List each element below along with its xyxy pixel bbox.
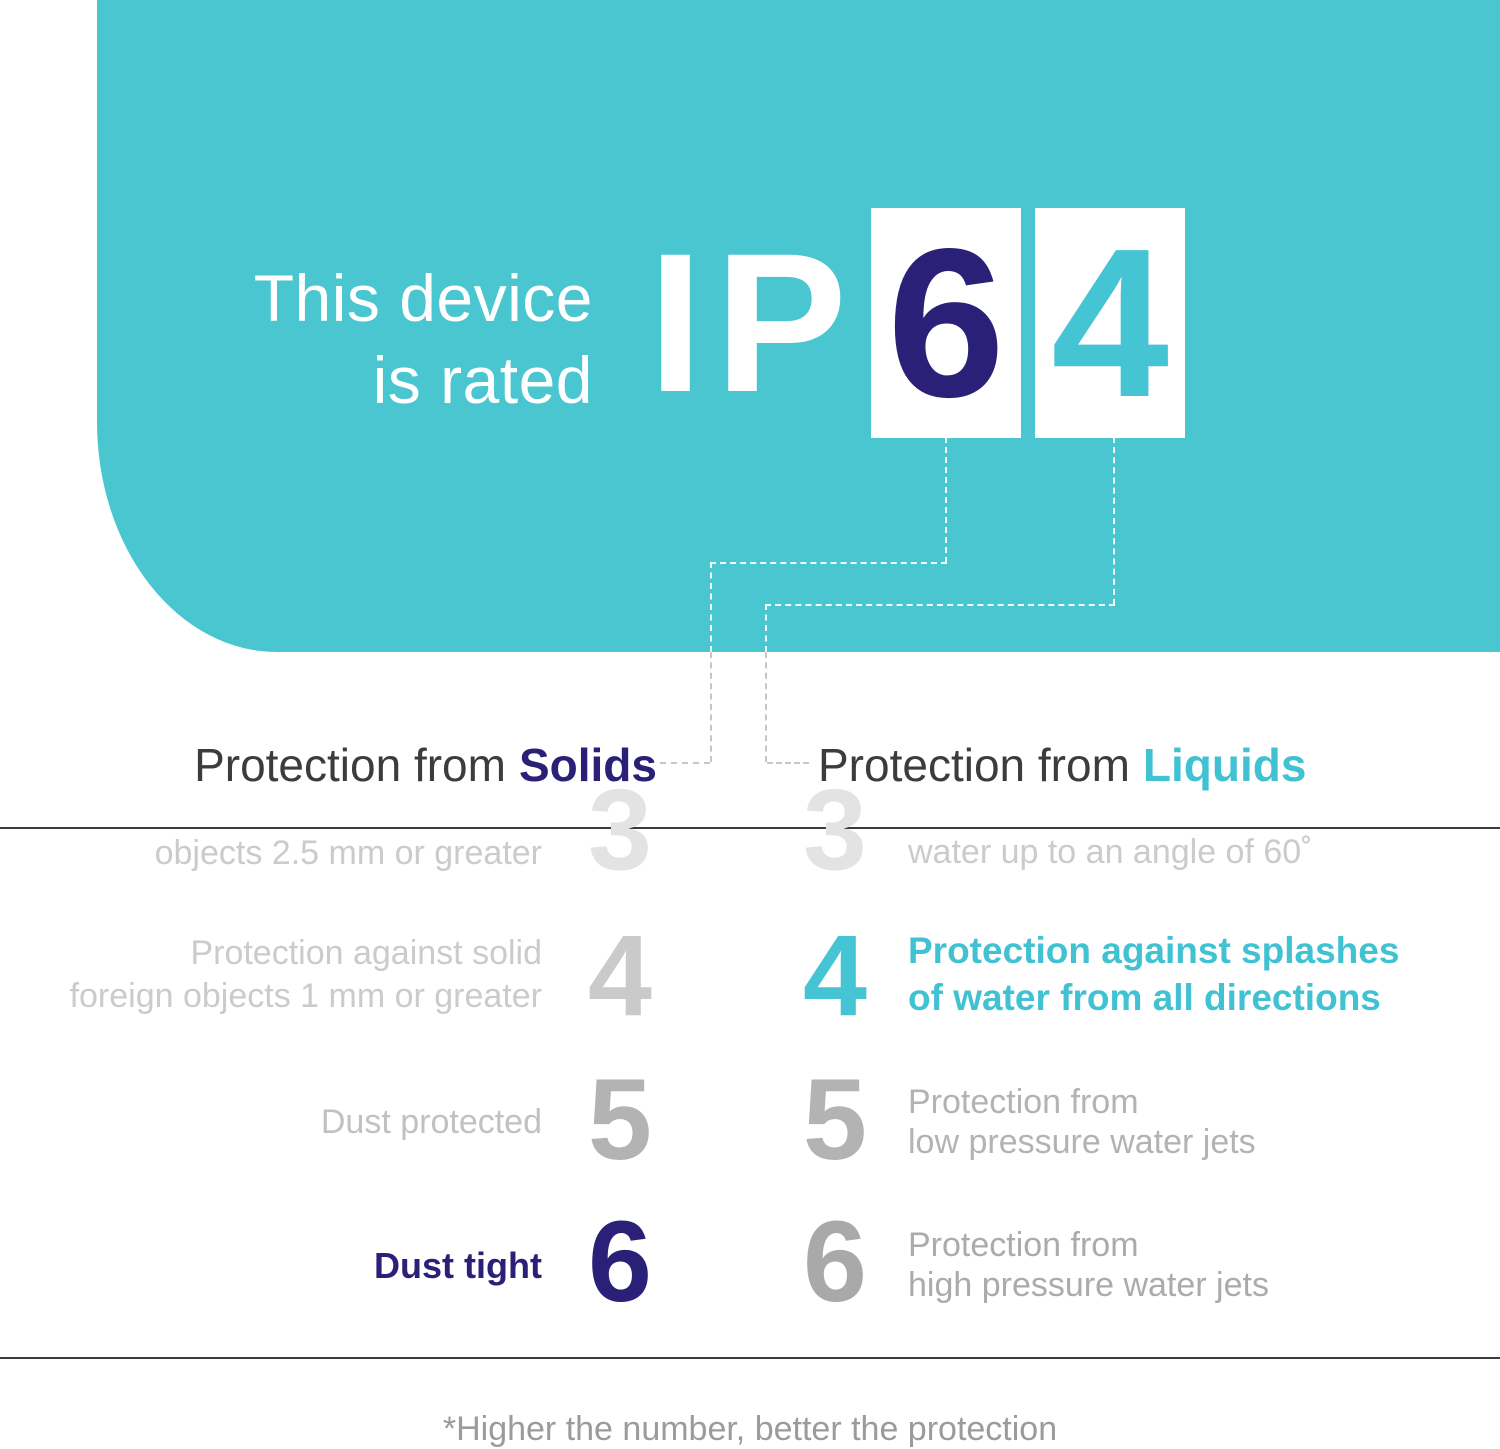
rating3-solids-number-clipped: 3: [588, 766, 652, 894]
liquids-digit-box: [1035, 204, 1185, 441]
connector-liquids-drop2-white: [765, 652, 767, 762]
ip-prefix-label: IP: [648, 212, 860, 433]
rating5-solids-description: Dust protected: [320, 1103, 542, 1141]
connector-solids-drop2-white: [710, 652, 712, 762]
solids-digit-box: [871, 204, 1021, 441]
rating6-liquids-number: 6: [803, 1198, 867, 1326]
tagline-line1: This device: [253, 261, 593, 335]
rating4-liquids-description: Protection against splashes of water from all directions: [908, 930, 1400, 1018]
solids-digit: 6: [887, 204, 1006, 441]
hero-tagline: [254, 257, 593, 421]
rating3-liquids-description: water up to an angle of 60˚: [908, 833, 1313, 871]
rating6-solids-description: Dust tight: [374, 1245, 542, 1286]
rating6-solids-number: 6: [588, 1198, 652, 1326]
rating5-liquids-description: Protection from low pressure water jets: [908, 1083, 1256, 1161]
table-top-divider: [0, 827, 1500, 829]
connector-solids-tail: [660, 762, 710, 764]
rating5-solids-number: 5: [588, 1056, 652, 1184]
solids-title-prefix: Protection from: [194, 739, 506, 791]
solids-title-emphasis: Solids: [518, 739, 657, 791]
rating5-liquids-number: 5: [803, 1056, 867, 1184]
liquids-title-prefix: Protection from: [818, 739, 1130, 791]
rating4-solids-description: Protection against solid foreign objects 1 mm or greater: [69, 934, 542, 1015]
rating4-solids-number: 4: [588, 912, 652, 1040]
tagline-line2: is rated: [372, 343, 593, 417]
liquids-digit: 4: [1051, 204, 1170, 441]
rating3-solids-description: objects 2.5 mm or greater: [154, 834, 542, 872]
table-bottom-divider: [0, 1357, 1500, 1359]
ip-rating-code: [648, 204, 1185, 441]
footer-note: *Higher the number, better the protection: [442, 1410, 1058, 1448]
connector-liquids-tail: [767, 762, 809, 764]
rating6-liquids-description: Protection from high pressure water jets: [908, 1226, 1269, 1304]
rating3-liquids-number-clipped: 3: [803, 766, 867, 894]
rating4-liquids-number: 4: [803, 912, 867, 1040]
liquids-title-emphasis: Liquids: [1142, 739, 1307, 791]
